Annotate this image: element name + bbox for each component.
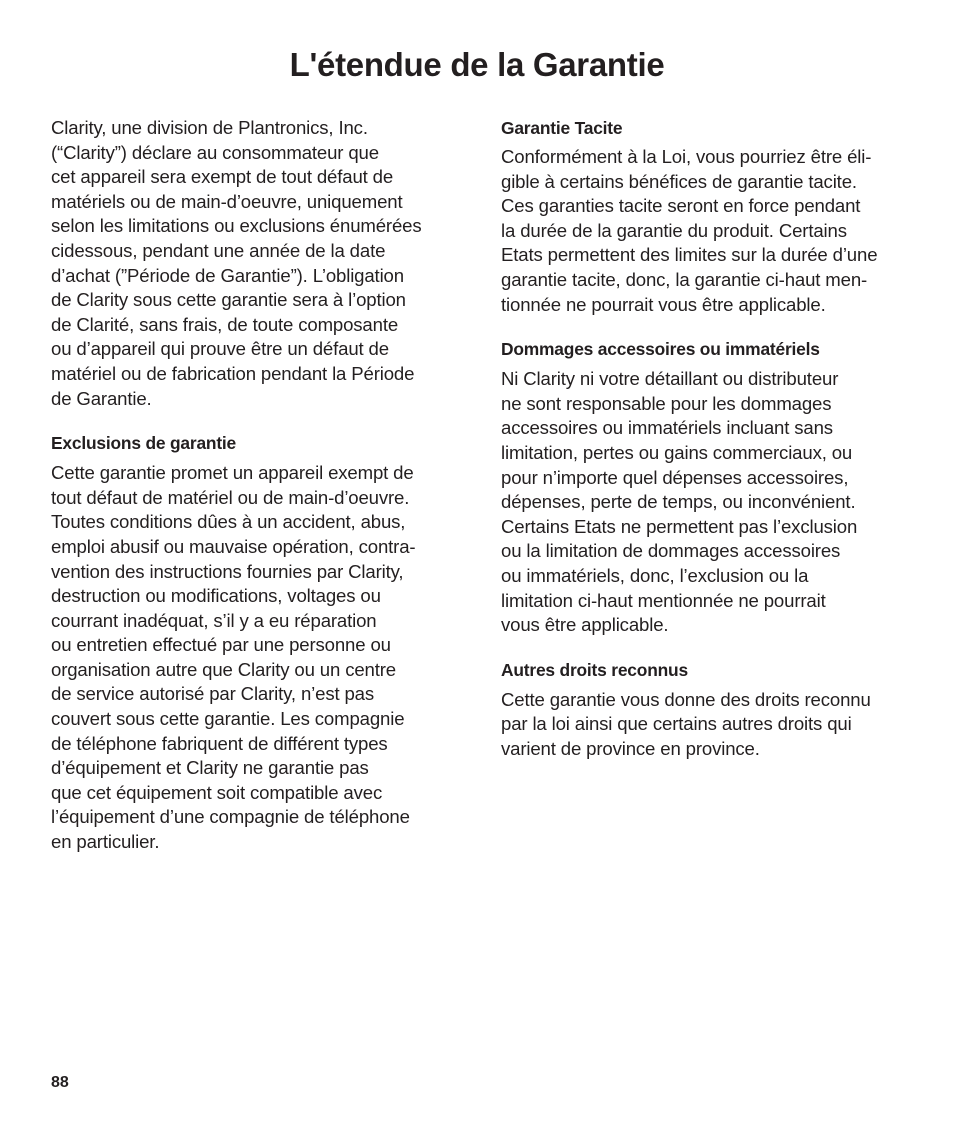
- page-title: L'étendue de la Garantie: [289, 46, 665, 83]
- autres-droits-heading: Autres droits reconnus: [501, 659, 688, 680]
- dommages-paragraph: Ni Clarity ni votre détaillant ou distributeur ne sont responsable pour les dommages accessoires ou immatériels incluant sans limitation, pertes ou gains commerciaux, ou pour n’importe quel dépenses accessoires, dépenses, perte de temps, ou inconvénient. Certains Etats ne permettent pas l’exclusion ou la limitation de dommages accessoires ou immatériels, donc, l’exclusion ou la limitation ci-haut mentionnée ne pourrait vous être applicable.: [501, 368, 858, 636]
- dommages-heading: Dommages accessoires ou immatériels: [501, 339, 820, 360]
- tacite-paragraph: Conformément à la Loi, vous pourriez être éli- gible à certains bénéfices de garantie tacite. Ces garanties tacite seront en force pendant la durée de la garantie du produit. Certains Etats permettent des limites sur la durée d’une garantie tacite, donc, la garantie ci-haut men- tionnée ne pourrait vous être applicable.: [501, 146, 878, 315]
- intro-paragraph: Clarity, une division de Plantronics, Inc. (“Clarity”) déclare au consommateur que cet appareil sera exempt de tout défaut de matériels ou de main-d’oeuvre, uniquement selon les limitations ou exclusions énumérées cidessous, pendant une année de la date d’achat (”Période de Garantie”). L’obligation de Clarity sous cette garantie sera à l’option de Clarité, sans frais, de toute composante ou d’appareil qui prouve être un défaut de matériel ou de fabrication pendant la Période de Garantie.: [51, 117, 422, 409]
- left-column: [51, 116, 471, 855]
- autres-droits-paragraph: Cette garantie vous donne des droits reconnu par la loi ainsi que certains autres droits qui varient de province en province.: [501, 688, 871, 759]
- exclusions-paragraph: Cette garantie promet un appareil exempt de tout défaut de matériel ou de main-d’oeuvre. Toutes conditions dûes à un accident, abus, emploi abusif ou mauvaise opération, contra- vention des instructions fournies par Clarity, destruction ou modifications, voltages ou courrant inadéquat, s’il y a eu réparation ou entretien effectué par une personne ou organisation autre que Clarity ou un centre de service autorisé par Clarity, n’est pas couvert sous cette garantie. Les compagnie de téléphone fabriquent de différent types d’équipement et Clarity ne garantie pas que cet équipement soit compatible avec l’équipement d’une compagnie de téléphone en particulier.: [51, 462, 416, 853]
- right-column: [501, 116, 921, 761]
- page-number: 88: [51, 1074, 69, 1091]
- tacite-heading: Garantie Tacite: [501, 118, 623, 138]
- exclusions-heading: Exclusions de garantie: [51, 433, 237, 454]
